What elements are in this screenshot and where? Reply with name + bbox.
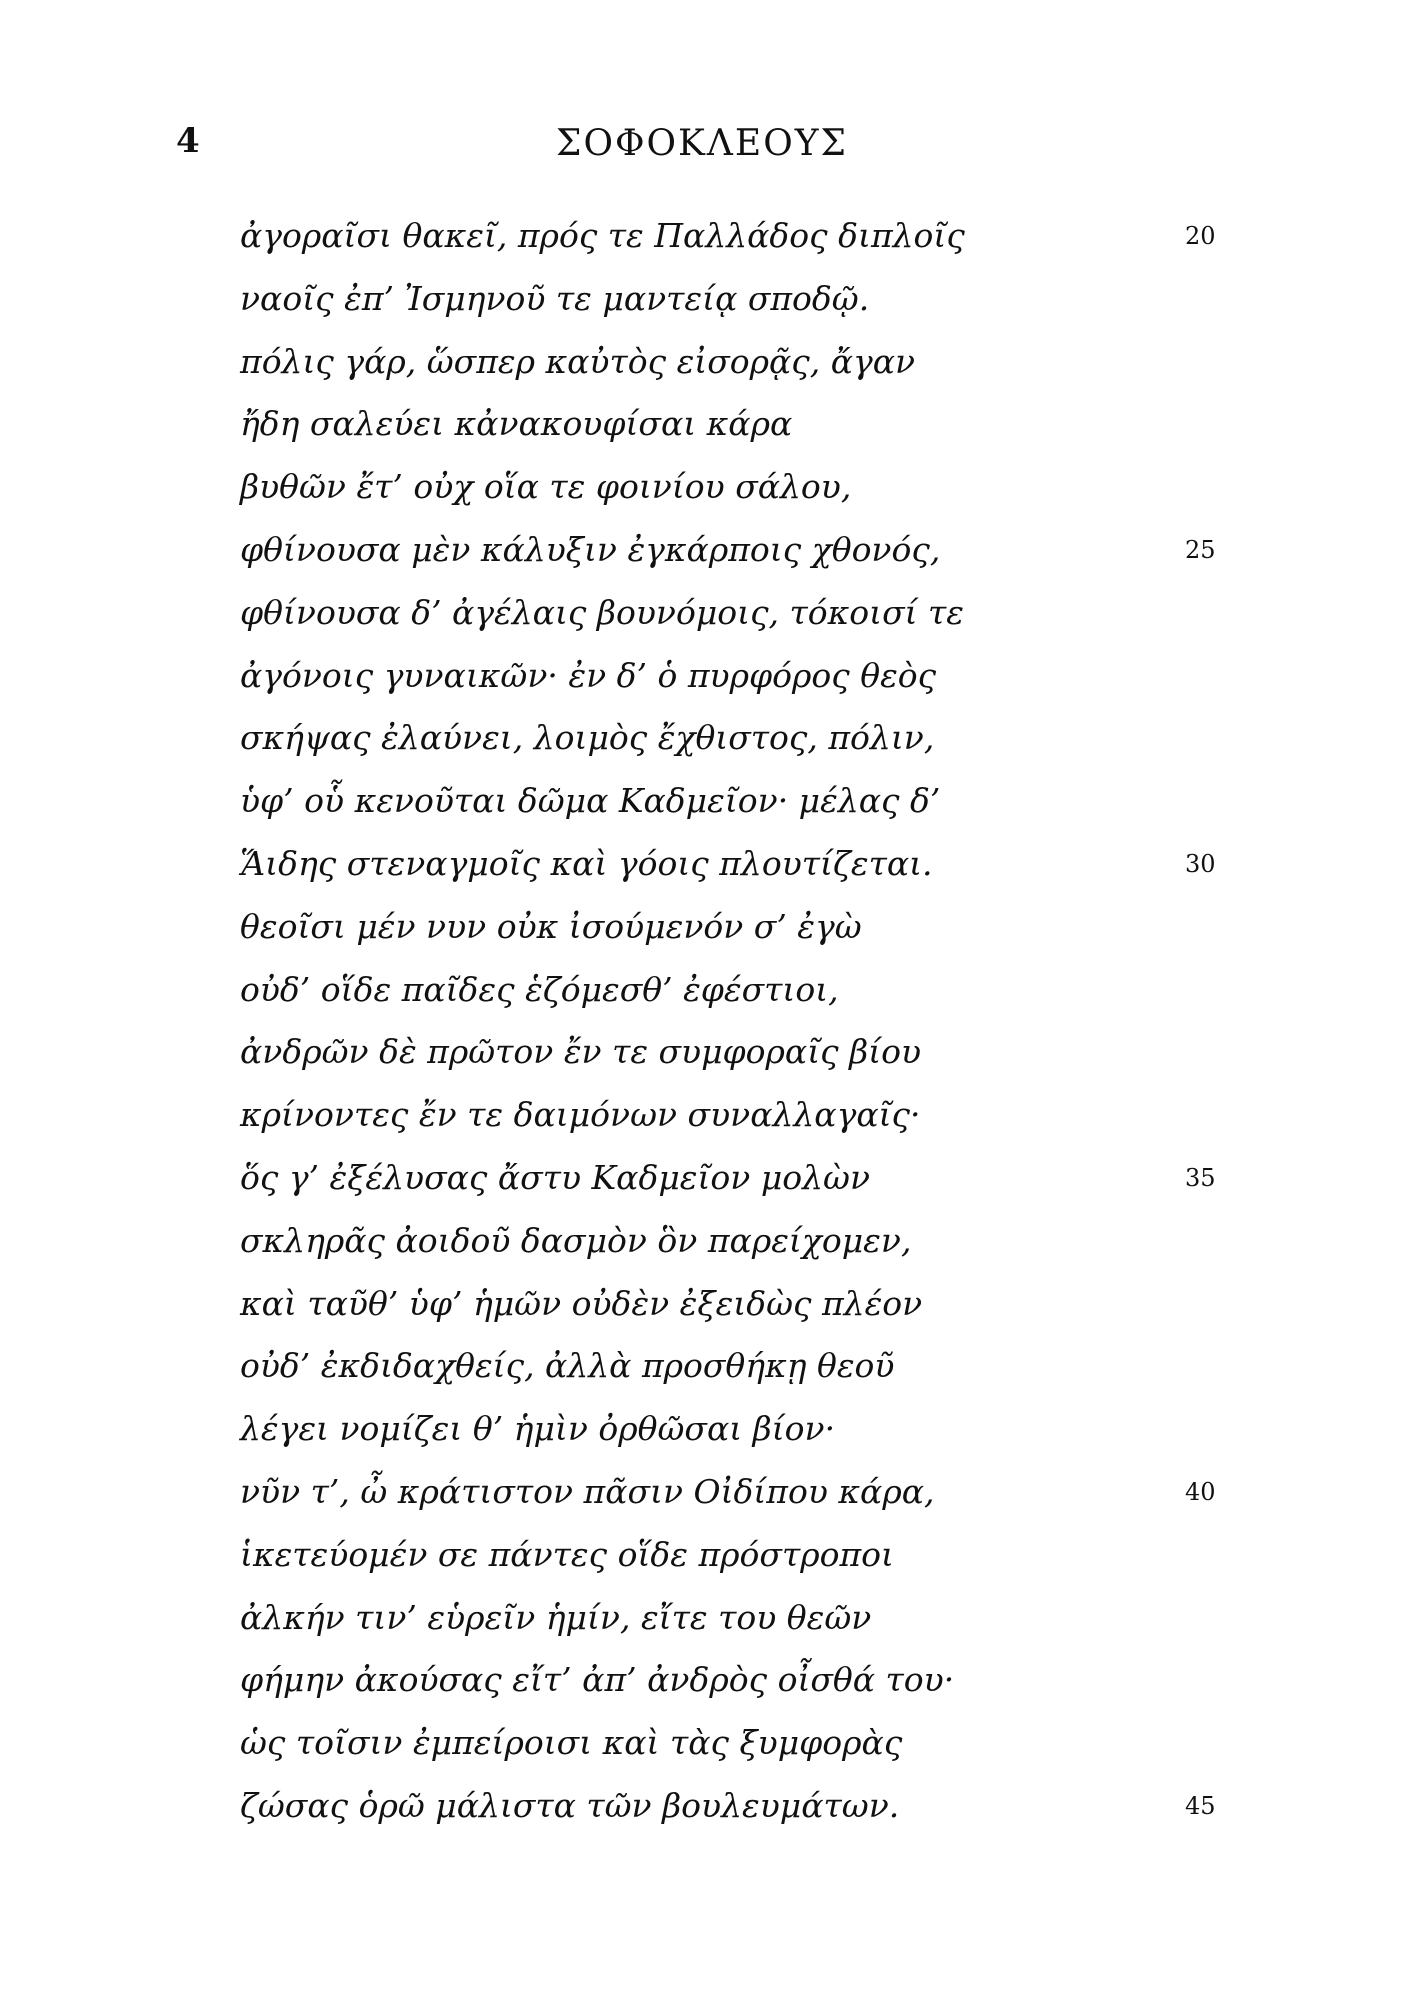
verse-line-text: θεοῖσι μέν νυν οὐκ ἰσούμενόν σ’ ἐγὼ [240, 906, 862, 946]
line-number: 30 [1185, 849, 1216, 878]
verse-line-text: φθίνουσα δ’ ἀγέλαις βουνόμοις, τόκοισί τε [240, 592, 965, 632]
verse-line-text: κρίνοντες ἔν τε δαιμόνων συναλλαγαῖς· [240, 1095, 921, 1135]
verse-line-text: πόλις γάρ, ὥσπερ καὐτὸς εἰσορᾷς, ἄγαν [240, 341, 916, 381]
running-head: ΣΟΦΟΚΛΕΟΥΣ [556, 123, 848, 164]
line-number: 45 [1185, 1791, 1216, 1820]
verse-line [240, 519, 1240, 582]
verse-line [240, 707, 1240, 770]
line-number: 25 [1185, 535, 1216, 564]
verse-line [240, 1775, 1240, 1838]
verse-line [240, 1147, 1240, 1210]
verse-line [240, 645, 1240, 708]
verse-line-text: ἱκετεύομέν σε πάντες οἵδε πρόστροποι [240, 1534, 894, 1574]
verse-line [240, 770, 1240, 833]
verse-line-text: λέγει νομίζει θ’ ἡμὶν ὀρθῶσαι βίον· [240, 1409, 836, 1449]
line-number: 20 [1185, 222, 1216, 250]
verse-line-text: σκήψας ἐλαύνει, λοιμὸς ἔχθιστος, πόλιν, [240, 718, 935, 758]
verse-line [240, 1587, 1240, 1650]
verse-line-text: καὶ ταῦθ’ ὑφ’ ἡμῶν οὐδὲν ἐξειδὼς πλέον [240, 1283, 923, 1323]
verse-line-text: βυθῶν ἔτ’ οὐχ οἵα τε φοινίου σάλου, [240, 467, 852, 507]
verse-line-text: ὑφ’ οὗ κενοῦται δῶμα Καδμεῖον· μέλας δ’ [240, 781, 941, 821]
verse-line [240, 268, 1240, 331]
verse-line [240, 456, 1240, 519]
verse-line-text: φήμην ἀκούσας εἴτ’ ἀπ’ ἀνδρὸς οἶσθά του· [240, 1660, 955, 1700]
verse-line [240, 1210, 1240, 1273]
verse-line-text: ἤδη σαλεύει κἀνακουφίσαι κάρα [240, 404, 793, 444]
verse-line-text: οὐδ’ ἐκδιδαχθείς, ἀλλὰ προσθήκῃ θεοῦ [240, 1346, 895, 1386]
verse-line [240, 1712, 1240, 1775]
verse-line [240, 1084, 1240, 1147]
verse-line [240, 331, 1240, 394]
verse-line-text: ἀνδρῶν δὲ πρῶτον ἔν τε συμφοραῖς βίου [240, 1032, 922, 1072]
verse-line-text: ὅς γ’ ἐξέλυσας ἄστυ Καδμεῖον μολὼν [240, 1157, 871, 1197]
verse-block [240, 205, 1240, 1838]
verse-line [240, 896, 1240, 959]
verse-line-text: νῦν τ’, ὦ κράτιστον πᾶσιν Οἰδίπου κάρα, [240, 1471, 935, 1511]
verse-line [240, 205, 1240, 268]
verse-line [240, 1021, 1240, 1084]
verse-line-text: σκληρᾶς ἀοιδοῦ δασμὸν ὃν παρείχομεν, [240, 1220, 912, 1260]
verse-line-text: Ἅιδης στεναγμοῖς καὶ γόοις πλουτίζεται. [240, 843, 933, 883]
verse-line-text: ζώσας ὁρῶ μάλιστα τῶν βουλευμάτων. [240, 1785, 900, 1825]
line-number: 35 [1185, 1163, 1216, 1192]
verse-line [240, 582, 1240, 645]
verse-line-text: φθίνουσα μὲν κάλυξιν ἐγκάρποις χθονός, [240, 529, 941, 569]
page-number: 4 [176, 121, 200, 161]
verse-line [240, 1649, 1240, 1712]
verse-line [240, 833, 1240, 896]
line-number: 40 [1185, 1477, 1216, 1506]
verse-line-text: ναοῖς ἐπ’ Ἰσμηνοῦ τε μαντείᾳ σποδῷ. [240, 278, 870, 318]
verse-line-text: οὐδ’ οἵδε παῖδες ἑζόμεσθ’ ἐφέστιοι, [240, 969, 839, 1009]
verse-line [240, 1335, 1240, 1398]
verse-line [240, 1273, 1240, 1336]
verse-line [240, 393, 1240, 456]
verse-line [240, 959, 1240, 1022]
verse-line [240, 1524, 1240, 1587]
verse-line [240, 1398, 1240, 1461]
verse-line [240, 1461, 1240, 1524]
verse-line-text: ἀγοραῖσι θακεῖ, πρός τε Παλλάδος διπλοῖς [240, 216, 965, 255]
verse-line-text: ὡς τοῖσιν ἐμπείροισι καὶ τὰς ξυμφορὰς [240, 1723, 903, 1763]
verse-line-text: ἀγόνοις γυναικῶν· ἐν δ’ ὁ πυρφόρος θεὸς [240, 655, 937, 695]
verse-line-text: ἀλκήν τιν’ εὑρεῖν ἡμίν, εἴτε του θεῶν [240, 1597, 872, 1637]
